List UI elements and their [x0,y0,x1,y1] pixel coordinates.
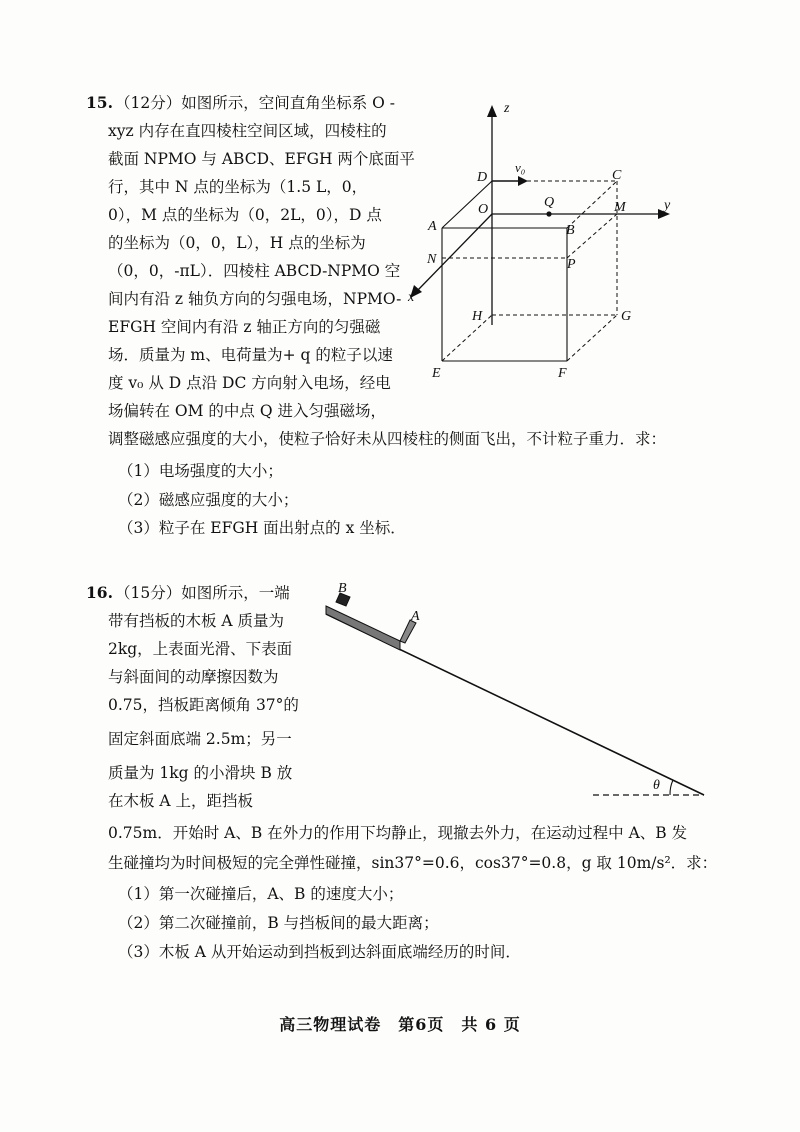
q16-subquestion: （2）第二次碰撞前，B 与挡板间的最大距离； [118,914,439,932]
q15-line: 的坐标为（0，0，L），H 点的坐标为 [108,234,366,252]
q15-subquestion: （2）磁感应强度的大小； [118,491,299,509]
angle-arc [670,780,673,795]
q16-line: 0.75，挡板距离倾角 37°的 [108,696,299,714]
q16-line: 质量为 1kg 的小滑块 B 放 [108,764,293,782]
q15-line: 间内有沿 z 轴负方向的匀强电场，NPMO- [108,290,402,308]
q15-line: xyz 内存在直四棱柱空间区域，四棱柱的 [108,122,387,140]
label-P: P [567,257,576,272]
q16-line: 与斜面间的动摩擦因数为 [108,668,279,686]
point-Q [546,211,551,216]
label-M: M [614,200,626,215]
edge-EH [442,315,492,361]
q15-line: 截面 NPMO 与 ABCD、EFGH 两个底面平 [108,150,415,168]
q16-subquestion: （1）第一次碰撞后，A、B 的速度大小； [118,885,404,903]
label-C: C [612,168,622,183]
q16-line: 0.75m．开始时 A、B 在外力的作用下均静止，现撤去外力，在运动过程中 A、B 发 [108,824,688,842]
label-B: B [338,581,347,596]
q16-subquestion: （3）木板 A 从开始运动到挡板到达斜面底端经历的时间． [118,943,521,961]
label-y: y [664,198,671,213]
label-x: x [408,290,415,305]
board-A [326,606,400,650]
q15-line: 场偏转在 OM 的中点 Q 进入匀强磁场， [108,402,386,420]
label-H: H [472,309,483,324]
q15-subquestion: （3）粒子在 EFGH 面出射点的 x 坐标． [118,519,406,537]
q15-line: （0，0，-πL）．四棱柱 ABCD-NPMO 空 [108,262,401,280]
label-z: z [504,101,510,116]
q15-line: 0），M 点的坐标为（0，2L，0），D 点 [108,206,382,224]
q15-line: 度 v₀ 从 D 点沿 DC 方向射入电场，经电 [108,374,391,392]
label-D: D [477,170,488,185]
q16-line: 带有挡板的木板 A 质量为 [108,612,285,630]
q16-line: 固定斜面底端 2.5m；另一 [108,730,292,748]
label-E: E [432,366,441,381]
edge-FG [567,315,617,361]
q15-line: EFGH 空间内有沿 z 轴正方向的匀强磁 [108,318,381,336]
q15-line: 调整磁感应强度的大小，使粒子恰好未从四棱柱的侧面飞出，不计粒子重力．求： [108,430,667,448]
z-axis-arrow [487,105,497,117]
label-F: F [558,366,567,381]
q16-line: 在木板 A 上，距挡板 [108,792,254,810]
incline-figure [318,580,713,805]
label-O: O [478,202,489,217]
label-v0: v₀ [515,160,526,175]
label-A: A [411,609,420,624]
q16-line: 生碰撞均为时间极短的完全弹性碰撞，sin37°=0.6，cos37°=0.8，g 取 10m/s²．求： [108,854,718,872]
q16-line: 2kg，上表面光滑、下表面 [108,640,293,658]
q15-line: 场．质量为 m、电荷量为+ q 的粒子以速 [108,346,393,364]
q15-subquestion: （1）电场强度的大小； [118,462,283,480]
label-N: N [427,252,437,267]
q16-number: 16. [86,583,113,602]
prism-coordinate-figure [400,95,690,395]
q15-line: 行，其中 N 点的坐标为（1.5 L，0， [108,178,368,196]
page-footer: 高三物理试卷 第6页 共 6 页 [279,1015,521,1034]
label-G: G [621,309,632,324]
label-theta: θ [653,778,660,793]
label-A: A [428,219,437,234]
q16-line: （15分）如图所示，一端 [115,584,290,602]
label-B: B [566,223,575,238]
q15-line: （12分）如图所示，空间直角坐标系 O - [115,94,396,112]
q15-number: 15. [86,93,113,112]
v0-arrowhead [518,176,528,186]
label-Q: Q [544,195,555,210]
